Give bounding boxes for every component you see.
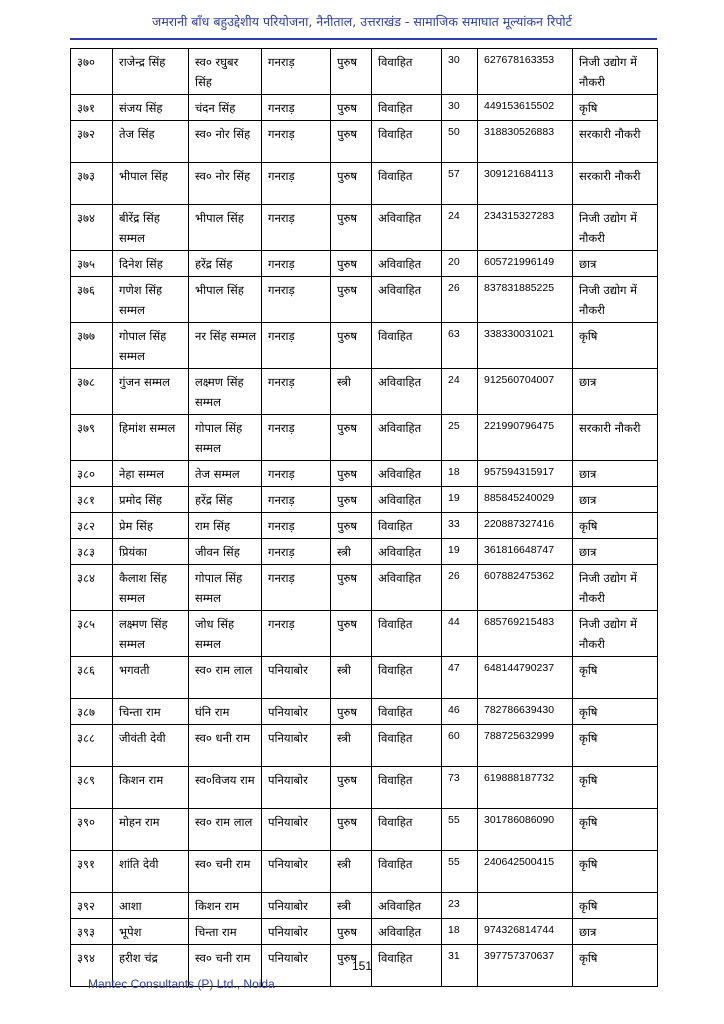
- marital-status-cell: विवाहित: [372, 809, 442, 851]
- occupation-cell: छात्र: [573, 369, 658, 415]
- village-cell: गनराड़: [262, 539, 331, 565]
- village-cell: गनराड़: [262, 323, 331, 369]
- occupation-cell: कृषि: [573, 513, 658, 539]
- age-cell: 26: [442, 277, 478, 323]
- table-row: [71, 725, 658, 767]
- table-row: [71, 487, 658, 513]
- marital-status-cell: विवाहित: [372, 163, 442, 205]
- serial-number-cell: ३८०: [71, 461, 113, 487]
- village-cell: गनराड़: [262, 415, 331, 461]
- village-cell: गनराड़: [262, 163, 331, 205]
- age-cell: 30: [442, 49, 478, 95]
- marital-status-cell: अविवाहित: [372, 251, 442, 277]
- table-row: [71, 163, 658, 205]
- table-row: [71, 919, 658, 945]
- serial-number-cell: ३८१: [71, 487, 113, 513]
- name-cell: लक्ष्मण सिंह सम्मल: [113, 611, 189, 657]
- occupation-cell: कृषि: [573, 893, 658, 919]
- marital-status-cell: विवाहित: [372, 323, 442, 369]
- father-name-cell: घंनि राम: [189, 699, 262, 725]
- gender-cell: पुरुष: [331, 251, 372, 277]
- serial-number-cell: ३७९: [71, 415, 113, 461]
- id-number-cell: 837831885225: [478, 277, 573, 323]
- name-cell: भगवती: [113, 657, 189, 699]
- occupation-cell: छात्र: [573, 919, 658, 945]
- table-row: [71, 323, 658, 369]
- father-name-cell: स्व० चनी राम: [189, 851, 262, 893]
- father-name-cell: जोध सिंह सम्मल: [189, 611, 262, 657]
- id-number-cell: 301786086090: [478, 809, 573, 851]
- age-cell: 44: [442, 611, 478, 657]
- gender-cell: स्त्री: [331, 369, 372, 415]
- id-number-cell: 234315327283: [478, 205, 573, 251]
- father-name-cell: नर सिंह सम्मल: [189, 323, 262, 369]
- serial-number-cell: ३७२: [71, 121, 113, 163]
- table-row: [71, 415, 658, 461]
- table-row: [71, 369, 658, 415]
- name-cell: शांति देवी: [113, 851, 189, 893]
- father-name-cell: स्व०विजय राम: [189, 767, 262, 809]
- serial-number-cell: ३९२: [71, 893, 113, 919]
- id-number-cell: 240642500415: [478, 851, 573, 893]
- village-cell: पनियाबोर: [262, 657, 331, 699]
- occupation-cell: छात्र: [573, 487, 658, 513]
- father-name-cell: चंदन सिंह: [189, 95, 262, 121]
- occupation-cell: कृषि: [573, 725, 658, 767]
- gender-cell: पुरुष: [331, 809, 372, 851]
- occupation-cell: कृषि: [573, 323, 658, 369]
- village-cell: पनियाबोर: [262, 767, 331, 809]
- father-name-cell: राम सिंह: [189, 513, 262, 539]
- father-name-cell: स्व० चनी राम: [189, 945, 262, 987]
- table-row: [71, 767, 658, 809]
- village-cell: गनराड़: [262, 95, 331, 121]
- father-name-cell: जीवन सिंह: [189, 539, 262, 565]
- serial-number-cell: ३७३: [71, 163, 113, 205]
- age-cell: 31: [442, 945, 478, 987]
- village-cell: पनियाबोर: [262, 809, 331, 851]
- name-cell: जीवंती देवी: [113, 725, 189, 767]
- serial-number-cell: ३९३: [71, 919, 113, 945]
- census-table-body: [71, 49, 658, 987]
- father-name-cell: स्व० राम लाल: [189, 657, 262, 699]
- gender-cell: स्त्री: [331, 539, 372, 565]
- marital-status-cell: विवाहित: [372, 611, 442, 657]
- serial-number-cell: ३९४: [71, 945, 113, 987]
- id-number-cell: 912560704007: [478, 369, 573, 415]
- serial-number-cell: ३८७: [71, 699, 113, 725]
- name-cell: आशा: [113, 893, 189, 919]
- gender-cell: पुरुष: [331, 487, 372, 513]
- name-cell: नेहा सम्मल: [113, 461, 189, 487]
- age-cell: 18: [442, 461, 478, 487]
- occupation-cell: कृषि: [573, 95, 658, 121]
- age-cell: 47: [442, 657, 478, 699]
- age-cell: 50: [442, 121, 478, 163]
- name-cell: प्रियंका: [113, 539, 189, 565]
- father-name-cell: तेज सम्मल: [189, 461, 262, 487]
- marital-status-cell: विवाहित: [372, 513, 442, 539]
- village-cell: गनराड़: [262, 487, 331, 513]
- id-number-cell: 885845240029: [478, 487, 573, 513]
- village-cell: पनियाबोर: [262, 699, 331, 725]
- occupation-cell: छात्र: [573, 539, 658, 565]
- marital-status-cell: विवाहित: [372, 945, 442, 987]
- father-name-cell: किशन राम: [189, 893, 262, 919]
- village-cell: पनियाबोर: [262, 919, 331, 945]
- id-number-cell: 957594315917: [478, 461, 573, 487]
- age-cell: 19: [442, 487, 478, 513]
- serial-number-cell: ३७४: [71, 205, 113, 251]
- father-name-cell: स्व० राम लाल: [189, 809, 262, 851]
- marital-status-cell: विवाहित: [372, 699, 442, 725]
- village-cell: गनराड़: [262, 121, 331, 163]
- age-cell: 63: [442, 323, 478, 369]
- marital-status-cell: अविवाहित: [372, 893, 442, 919]
- father-name-cell: हरेंद्र सिंह: [189, 251, 262, 277]
- marital-status-cell: विवाहित: [372, 767, 442, 809]
- name-cell: मोहन राम: [113, 809, 189, 851]
- occupation-cell: कृषि: [573, 945, 658, 987]
- serial-number-cell: ३८५: [71, 611, 113, 657]
- father-name-cell: स्व० धनी राम: [189, 725, 262, 767]
- name-cell: गोपाल सिंह सम्मल: [113, 323, 189, 369]
- table-row: [71, 699, 658, 725]
- name-cell: राजेन्द्र सिंह: [113, 49, 189, 95]
- occupation-cell: निजी उद्योग में नौकरी: [573, 611, 658, 657]
- occupation-cell: निजी उद्योग में नौकरी: [573, 565, 658, 611]
- age-cell: 33: [442, 513, 478, 539]
- village-cell: पनियाबोर: [262, 945, 331, 987]
- occupation-cell: कृषि: [573, 657, 658, 699]
- serial-number-cell: ३७७: [71, 323, 113, 369]
- header-rule: [70, 38, 657, 40]
- id-number-cell: 397757370637: [478, 945, 573, 987]
- id-number-cell: 361816648747: [478, 539, 573, 565]
- id-number-cell: 221990796475: [478, 415, 573, 461]
- age-cell: 25: [442, 415, 478, 461]
- gender-cell: पुरुष: [331, 163, 372, 205]
- village-cell: गनराड़: [262, 565, 331, 611]
- age-cell: 30: [442, 95, 478, 121]
- gender-cell: पुरुष: [331, 565, 372, 611]
- age-cell: 18: [442, 919, 478, 945]
- father-name-cell: भीपाल सिंह: [189, 205, 262, 251]
- village-cell: पनियाबोर: [262, 851, 331, 893]
- gender-cell: पुरुष: [331, 611, 372, 657]
- marital-status-cell: अविवाहित: [372, 487, 442, 513]
- serial-number-cell: ३८८: [71, 725, 113, 767]
- name-cell: दिनेश सिंह: [113, 251, 189, 277]
- table-row: [71, 539, 658, 565]
- table-row: [71, 205, 658, 251]
- id-number-cell: 648144790237: [478, 657, 573, 699]
- id-number-cell: 619888187732: [478, 767, 573, 809]
- id-number-cell: 220887327416: [478, 513, 573, 539]
- name-cell: संजय सिंह: [113, 95, 189, 121]
- marital-status-cell: विवाहित: [372, 851, 442, 893]
- id-number-cell: 782786639430: [478, 699, 573, 725]
- table-row: [71, 809, 658, 851]
- gender-cell: पुरुष: [331, 323, 372, 369]
- village-cell: गनराड़: [262, 49, 331, 95]
- name-cell: गुंजन सम्मल: [113, 369, 189, 415]
- gender-cell: स्त्री: [331, 893, 372, 919]
- census-table: [70, 48, 658, 987]
- village-cell: गनराड़: [262, 277, 331, 323]
- age-cell: 55: [442, 851, 478, 893]
- father-name-cell: स्व० रघुबर सिंह: [189, 49, 262, 95]
- table-row: [71, 461, 658, 487]
- table-row: [71, 851, 658, 893]
- age-cell: 73: [442, 767, 478, 809]
- table-row: [71, 611, 658, 657]
- occupation-cell: सरकारी नौकरी: [573, 163, 658, 205]
- marital-status-cell: अविवाहित: [372, 369, 442, 415]
- age-cell: 46: [442, 699, 478, 725]
- table-row: [71, 565, 658, 611]
- table-row: [71, 893, 658, 919]
- marital-status-cell: अविवाहित: [372, 919, 442, 945]
- marital-status-cell: विवाहित: [372, 95, 442, 121]
- name-cell: हिमांश सम्मल: [113, 415, 189, 461]
- gender-cell: पुरुष: [331, 919, 372, 945]
- marital-status-cell: अविवाहित: [372, 539, 442, 565]
- father-name-cell: स्व० नोर सिंह: [189, 121, 262, 163]
- name-cell: किशन राम: [113, 767, 189, 809]
- village-cell: गनराड़: [262, 369, 331, 415]
- age-cell: 55: [442, 809, 478, 851]
- occupation-cell: कृषि: [573, 699, 658, 725]
- village-cell: गनराड़: [262, 611, 331, 657]
- name-cell: भूपेश: [113, 919, 189, 945]
- id-number-cell: 449153615502: [478, 95, 573, 121]
- marital-status-cell: अविवाहित: [372, 461, 442, 487]
- table-row: [71, 513, 658, 539]
- id-number-cell: [478, 893, 573, 919]
- marital-status-cell: अविवाहित: [372, 205, 442, 251]
- serial-number-cell: ३७०: [71, 49, 113, 95]
- name-cell: प्रमोद सिंह: [113, 487, 189, 513]
- id-number-cell: 685769215483: [478, 611, 573, 657]
- serial-number-cell: ३८६: [71, 657, 113, 699]
- gender-cell: पुरुष: [331, 121, 372, 163]
- serial-number-cell: ३८३: [71, 539, 113, 565]
- name-cell: भीपाल सिंह: [113, 163, 189, 205]
- father-name-cell: हरेंद्र सिंह: [189, 487, 262, 513]
- serial-number-cell: ३७६: [71, 277, 113, 323]
- occupation-cell: निजी उद्योग में नौकरी: [573, 205, 658, 251]
- marital-status-cell: विवाहित: [372, 121, 442, 163]
- name-cell: तेज सिंह: [113, 121, 189, 163]
- village-cell: गनराड़: [262, 205, 331, 251]
- gender-cell: पुरुष: [331, 205, 372, 251]
- gender-cell: स्त्री: [331, 725, 372, 767]
- marital-status-cell: अविवाहित: [372, 277, 442, 323]
- occupation-cell: सरकारी नौकरी: [573, 121, 658, 163]
- gender-cell: स्त्री: [331, 851, 372, 893]
- occupation-cell: कृषि: [573, 767, 658, 809]
- serial-number-cell: ३८२: [71, 513, 113, 539]
- id-number-cell: 788725632999: [478, 725, 573, 767]
- marital-status-cell: विवाहित: [372, 725, 442, 767]
- age-cell: 23: [442, 893, 478, 919]
- serial-number-cell: ३८४: [71, 565, 113, 611]
- name-cell: बीरेंद्र सिंह सम्मल: [113, 205, 189, 251]
- serial-number-cell: ३७१: [71, 95, 113, 121]
- id-number-cell: 974326814744: [478, 919, 573, 945]
- id-number-cell: 309121684113: [478, 163, 573, 205]
- gender-cell: स्त्री: [331, 657, 372, 699]
- id-number-cell: 318830526883: [478, 121, 573, 163]
- age-cell: 24: [442, 369, 478, 415]
- marital-status-cell: विवाहित: [372, 49, 442, 95]
- page-number: 151: [351, 959, 373, 973]
- page-header: जमरानी बाँध बहुउद्देशीय परियोजना, नैनीताल, उत्तराखंड - सामाजिक समाघात मूल्यांकन रिपोर्ट: [152, 14, 572, 29]
- village-cell: गनराड़: [262, 251, 331, 277]
- father-name-cell: चिन्ता राम: [189, 919, 262, 945]
- table-row: [71, 657, 658, 699]
- village-cell: गनराड़: [262, 461, 331, 487]
- occupation-cell: निजी उद्योग में नौकरी: [573, 277, 658, 323]
- father-name-cell: स्व० नोर सिंह: [189, 163, 262, 205]
- occupation-cell: निजी उद्योग में नौकरी: [573, 49, 658, 95]
- occupation-cell: सरकारी नौकरी: [573, 415, 658, 461]
- id-number-cell: 338330031021: [478, 323, 573, 369]
- table-row: [71, 251, 658, 277]
- age-cell: 24: [442, 205, 478, 251]
- age-cell: 19: [442, 539, 478, 565]
- occupation-cell: कृषि: [573, 851, 658, 893]
- footer-company: Mantec Consultants (P) Ltd., Noida: [88, 977, 275, 991]
- father-name-cell: गोपाल सिंह सम्मल: [189, 565, 262, 611]
- serial-number-cell: ३९१: [71, 851, 113, 893]
- father-name-cell: गोपाल सिंह सम्मल: [189, 415, 262, 461]
- occupation-cell: छात्र: [573, 461, 658, 487]
- marital-status-cell: अविवाहित: [372, 565, 442, 611]
- name-cell: कैलाश सिंह सम्मल: [113, 565, 189, 611]
- village-cell: पनियाबोर: [262, 725, 331, 767]
- id-number-cell: 605721996149: [478, 251, 573, 277]
- gender-cell: पुरुष: [331, 513, 372, 539]
- occupation-cell: छात्र: [573, 251, 658, 277]
- name-cell: चिन्ता राम: [113, 699, 189, 725]
- village-cell: पनियाबोर: [262, 893, 331, 919]
- gender-cell: पुरुष: [331, 49, 372, 95]
- marital-status-cell: विवाहित: [372, 657, 442, 699]
- serial-number-cell: ३७५: [71, 251, 113, 277]
- serial-number-cell: ३९०: [71, 809, 113, 851]
- name-cell: प्रेम सिंह: [113, 513, 189, 539]
- name-cell: हरीश चंद्र: [113, 945, 189, 987]
- table-row: [71, 121, 658, 163]
- gender-cell: पुरुष: [331, 415, 372, 461]
- father-name-cell: लक्ष्मण सिंह सम्मल: [189, 369, 262, 415]
- father-name-cell: भीपाल सिंह: [189, 277, 262, 323]
- occupation-cell: कृषि: [573, 809, 658, 851]
- table-row: [71, 277, 658, 323]
- marital-status-cell: अविवाहित: [372, 415, 442, 461]
- id-number-cell: 627678163353: [478, 49, 573, 95]
- gender-cell: पुरुष: [331, 277, 372, 323]
- id-number-cell: 607882475362: [478, 565, 573, 611]
- gender-cell: पुरुष: [331, 699, 372, 725]
- gender-cell: पुरुष: [331, 461, 372, 487]
- name-cell: गणेश सिंह सम्मल: [113, 277, 189, 323]
- age-cell: 20: [442, 251, 478, 277]
- age-cell: 57: [442, 163, 478, 205]
- table-row: [71, 49, 658, 95]
- gender-cell: पुरुष: [331, 945, 372, 987]
- age-cell: 26: [442, 565, 478, 611]
- table-row: [71, 95, 658, 121]
- serial-number-cell: ३७८: [71, 369, 113, 415]
- gender-cell: पुरुष: [331, 767, 372, 809]
- village-cell: गनराड़: [262, 513, 331, 539]
- gender-cell: पुरुष: [331, 95, 372, 121]
- serial-number-cell: ३८९: [71, 767, 113, 809]
- age-cell: 60: [442, 725, 478, 767]
